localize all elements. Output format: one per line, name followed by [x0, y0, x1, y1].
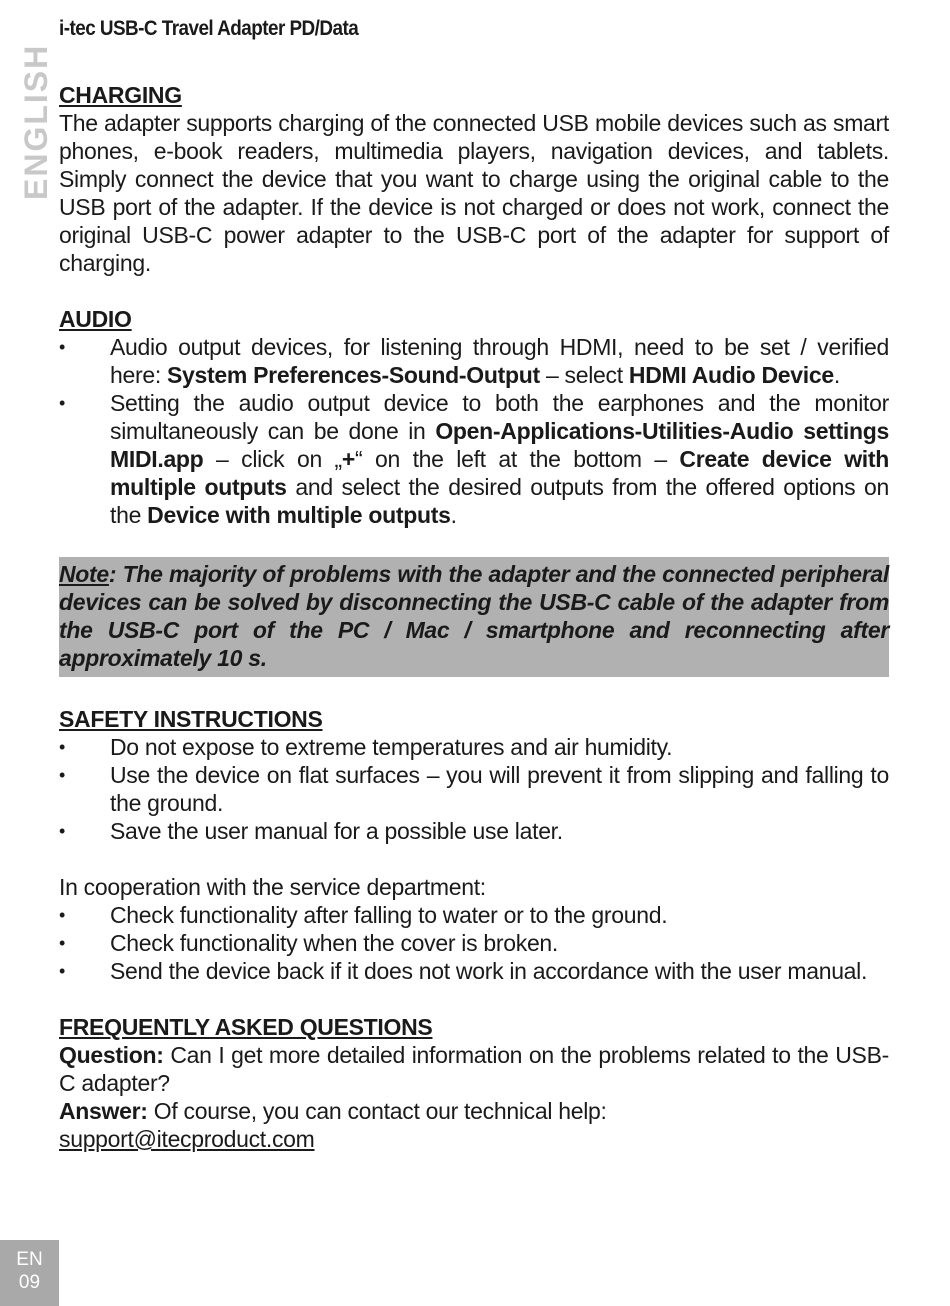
list-item-text: Send the device back if it does not work in accordance with the user manual.	[110, 958, 868, 984]
side-language-label: ENGLISH	[18, 43, 54, 200]
text-run: .	[833, 362, 840, 388]
bullet-icon: •	[59, 821, 66, 841]
text-run: Setting the audio output device to both the earphones and the monitor simultaneously can be done in	[110, 390, 889, 444]
service-intro: In cooperation with the service department:	[59, 874, 486, 900]
list-item	[59, 761, 889, 817]
list-item	[59, 817, 889, 845]
answer-label: Answer:	[59, 1098, 148, 1124]
note-label: Note	[59, 561, 109, 587]
list-item	[59, 957, 889, 985]
bullet-icon: •	[59, 337, 66, 357]
list-item	[59, 901, 889, 929]
charging-section	[59, 81, 889, 277]
faq-section	[59, 1013, 889, 1153]
spacer	[59, 985, 889, 1013]
bullet-icon: •	[59, 905, 66, 925]
bullet-icon: •	[59, 961, 66, 981]
bullet-icon: •	[59, 393, 66, 413]
list-item	[59, 929, 889, 957]
service-list	[59, 901, 889, 985]
document-body	[59, 81, 889, 1153]
audio-heading: AUDIO	[59, 306, 132, 332]
bold-text-run: +	[341, 446, 356, 472]
bold-text-run: System Preferences-Sound-Output	[167, 362, 540, 388]
text-run: .	[450, 502, 457, 528]
safety-list	[59, 733, 889, 845]
bold-text-run: HDMI Audio Device	[628, 362, 834, 388]
bold-text-run: Open-Applications-Utilities-Audio settings MIDI.app	[110, 418, 889, 472]
audio-section	[59, 305, 889, 529]
question-label: Question:	[59, 1042, 164, 1068]
list-item-text: Use the device on flat surfaces – you will prevent it from slipping and falling to the ground.	[110, 762, 889, 816]
document-header-title: i-tec USB-C Travel Adapter PD/Data	[59, 17, 359, 40]
text-run: and select the desired outputs from the offered options on the	[110, 474, 889, 528]
bold-text-run: Create device with multiple outputs	[110, 446, 889, 500]
charging-heading: CHARGING	[59, 82, 182, 108]
answer-text: Of course, you can contact our technical help:	[147, 1098, 607, 1124]
page-number: 09	[18, 1272, 41, 1293]
list-item-text: Check functionality when the cover is broken.	[110, 930, 559, 956]
bold-text-run: Device with multiple outputs	[147, 502, 451, 528]
list-item	[59, 733, 889, 761]
bullet-icon: •	[59, 765, 66, 785]
question-text: Can I get more detailed information on the problems related to the USB-C adapter?	[59, 1042, 889, 1096]
text-run: – click on „	[203, 446, 342, 472]
list-item	[59, 333, 889, 389]
faq-heading: FREQUENTLY ASKED QUESTIONS	[59, 1014, 433, 1040]
text-run: – select	[539, 362, 629, 388]
audio-list	[59, 333, 889, 529]
bullet-icon: •	[59, 737, 66, 757]
list-item-text: Check functionality after falling to water or to the ground.	[110, 902, 668, 928]
page-lang-code: EN	[16, 1249, 43, 1270]
bullet-icon: •	[59, 933, 66, 953]
list-item-text: Save the user manual for a possible use later.	[110, 818, 563, 844]
safety-heading: SAFETY INSTRUCTIONS	[59, 706, 323, 732]
faq-question	[59, 1041, 889, 1097]
support-email-link[interactable]: support@itecproduct.com	[59, 1126, 315, 1152]
faq-answer	[59, 1097, 889, 1125]
text-run: “ on the left at the bottom –	[355, 446, 680, 472]
safety-section	[59, 705, 889, 985]
page-number-badge	[0, 1240, 59, 1306]
spacer	[59, 677, 889, 705]
note-text: : The majority of problems with the adapter and the connected peripheral devices can be solved by disconnecting the USB-C cable of the adapter from the USB-C port of the PC / Mac / smartphone and reconnecting after approximately 10 s.	[59, 561, 889, 671]
list-item-text: Do not expose to extreme temperatures and air humidity.	[110, 734, 673, 760]
list-item	[59, 389, 889, 529]
spacer	[59, 529, 889, 557]
text-run: Audio output devices, for listening through HDMI, need to be set / verified here:	[110, 334, 889, 388]
spacer	[59, 277, 889, 305]
faq-email-line	[59, 1125, 889, 1153]
charging-paragraph: The adapter supports charging of the connected USB mobile devices such as smart phones, e-book readers, multimedia players, navigation devices, and tablets. Simply connect the device that you want to charge using the original cable to the USB port of the adapter. If the device is not charged or does not work, connect the original USB-C power adapter to the USB-C port of the adapter for support of charging.	[59, 110, 889, 276]
spacer	[59, 845, 889, 873]
note-box	[59, 557, 889, 677]
